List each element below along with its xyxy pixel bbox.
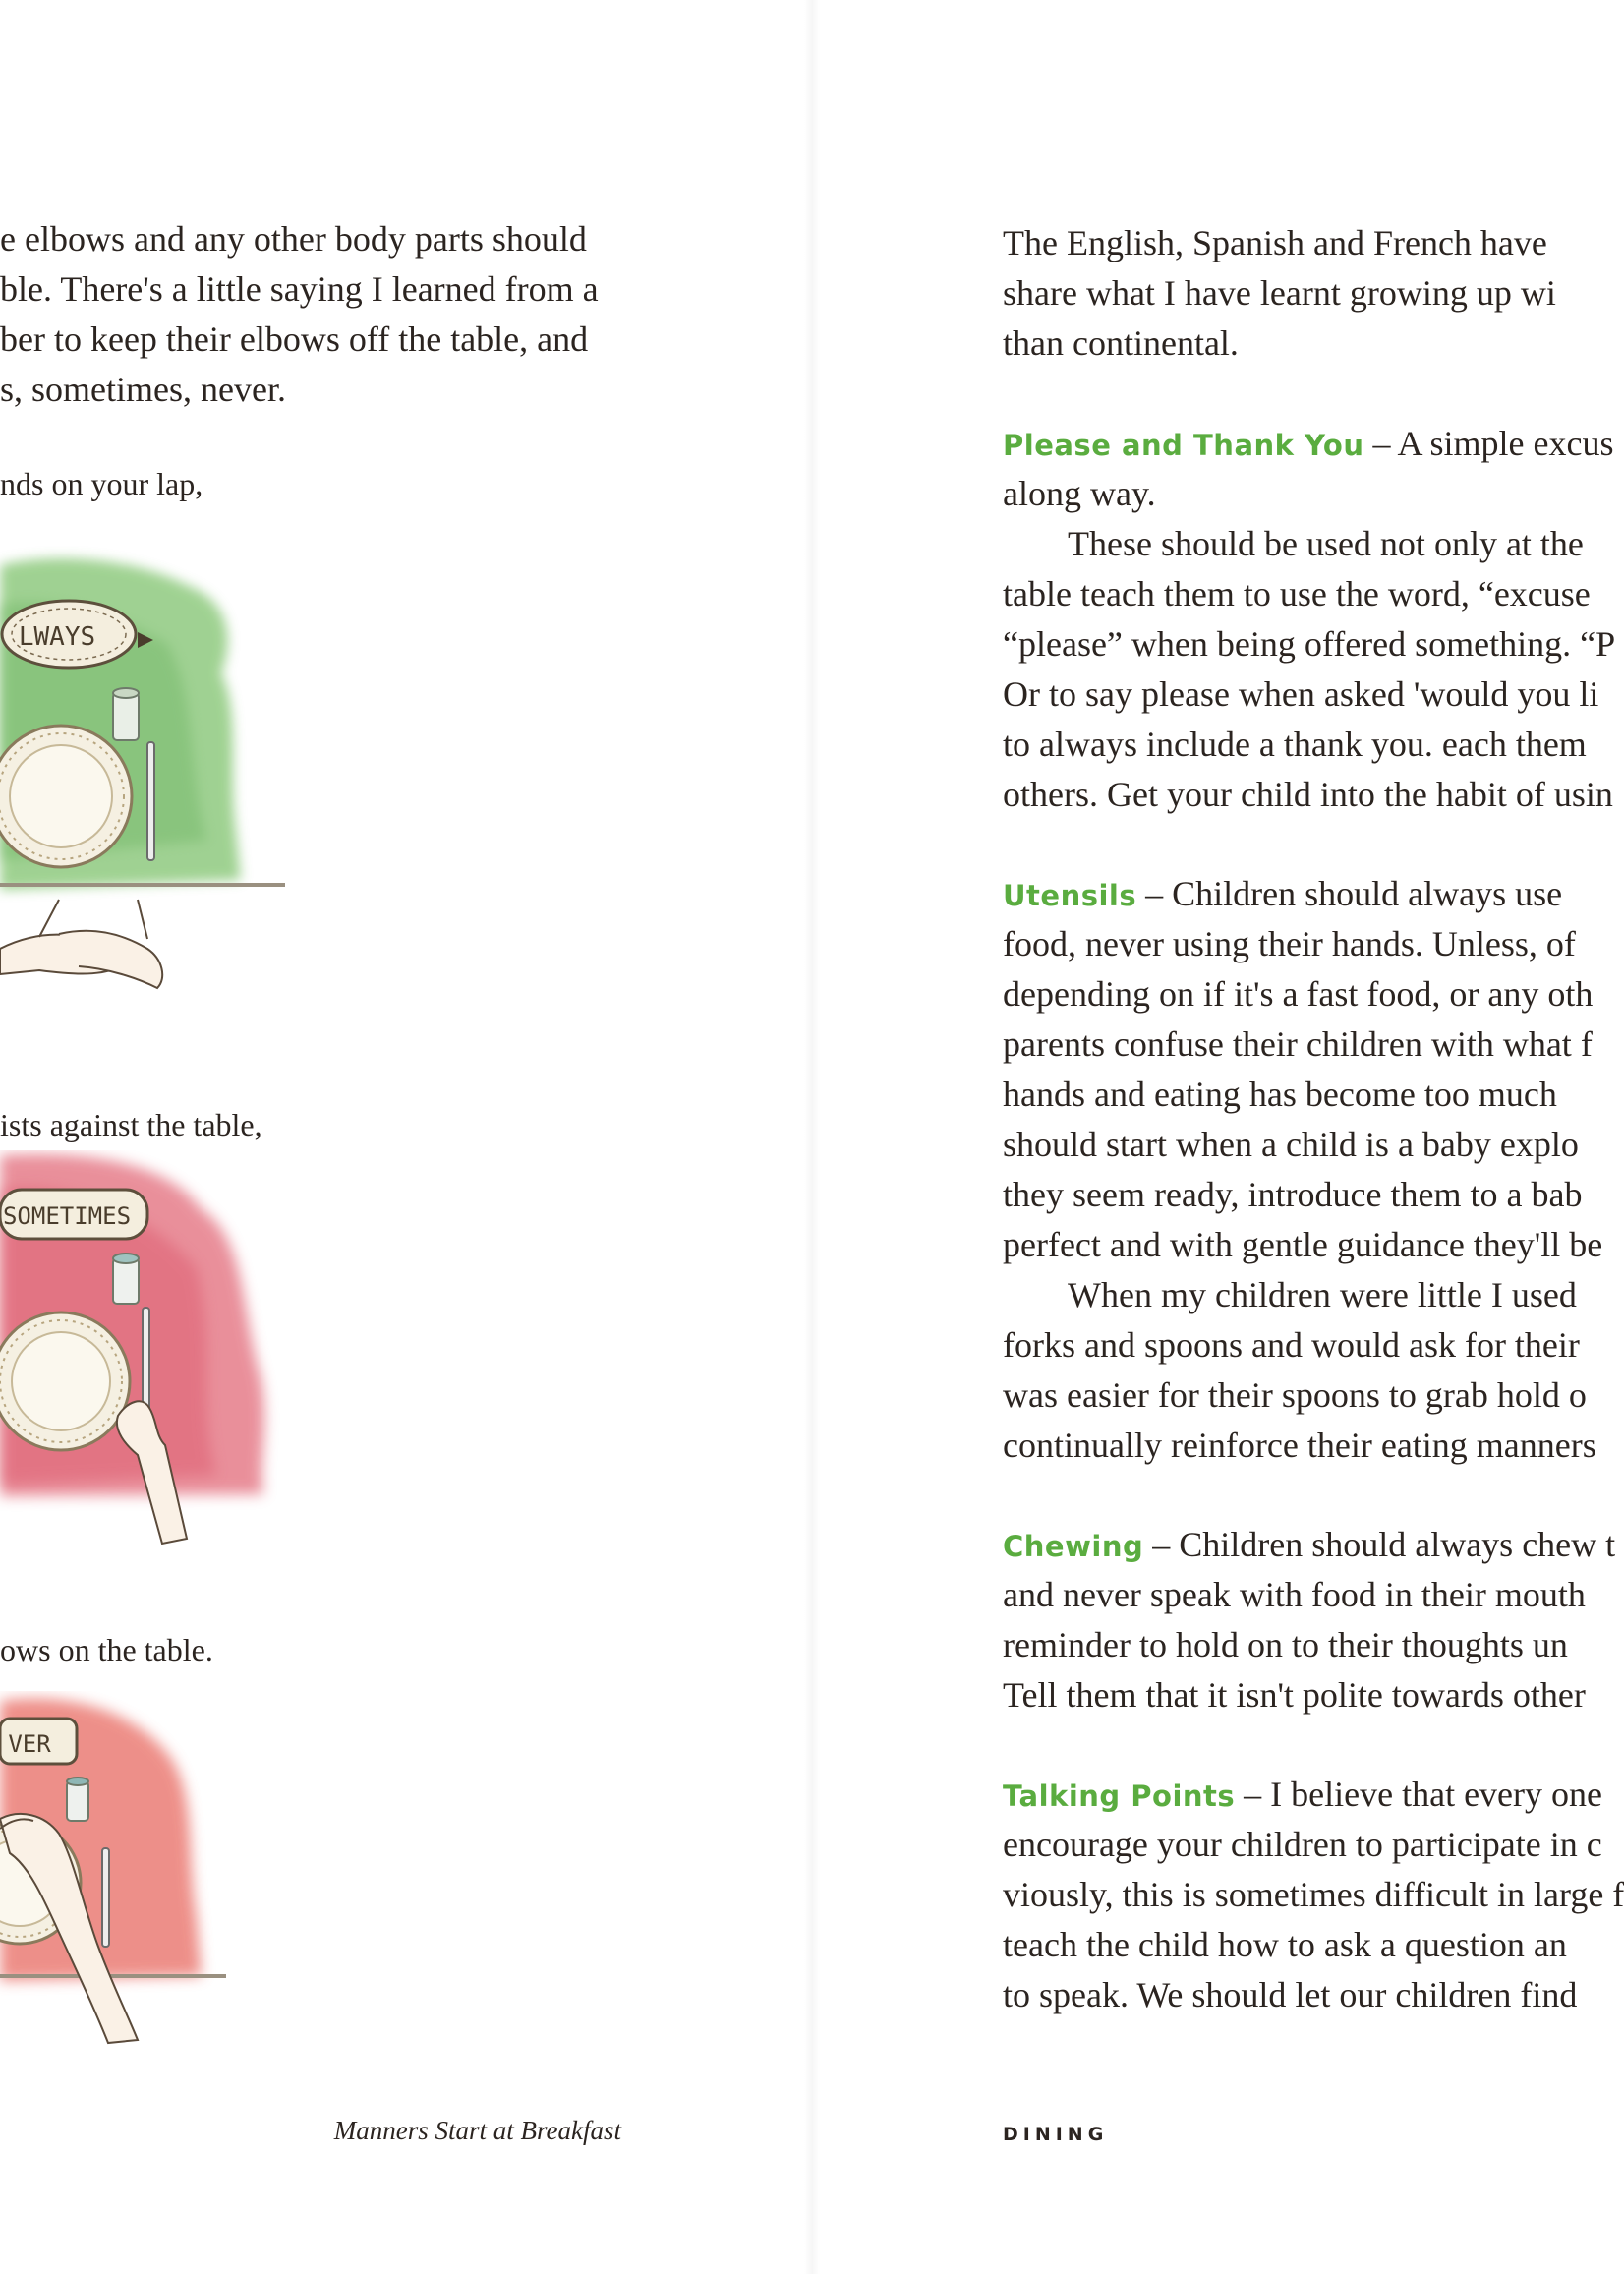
- section-chewing: [1003, 1520, 1624, 1720]
- caption-sometimes: ists against the table,: [0, 1107, 262, 1142]
- never-table-illustration: [0, 1691, 256, 2045]
- cup-icon: [113, 688, 139, 740]
- section-first-line: [1003, 419, 1624, 469]
- section-first-line: [1003, 1770, 1624, 1820]
- section-first-line: [1003, 1520, 1624, 1570]
- section-line: perfect and with gentle guidance they'll be: [1003, 1225, 1603, 1264]
- section-line: parents confuse their children with what f: [1003, 1024, 1593, 1064]
- section-line: reminder to hold on to their thoughts un: [1003, 1625, 1568, 1664]
- intro-paragraph: [1003, 218, 1624, 369]
- left-line: ble. There's a little saying I learned from a: [0, 269, 599, 309]
- section-heading: Talking Points: [1003, 1779, 1236, 1813]
- left-line: s, sometimes, never.: [0, 370, 286, 409]
- section-line: others. Get your child into the habit of usin: [1003, 775, 1613, 814]
- plate-icon: [0, 726, 132, 867]
- section-please-thank-you: [1003, 419, 1624, 820]
- section-line: Or to say please when asked 'would you li: [1003, 674, 1599, 714]
- section-line: and never speak with food in their mouth: [1003, 1575, 1586, 1614]
- section-line: These should be used not only at the: [1068, 524, 1584, 563]
- section-heading: Utensils: [1003, 879, 1137, 912]
- plate-icon: [0, 1312, 130, 1450]
- sometimes-table-illustration: [0, 1150, 295, 1573]
- section-line: along way.: [1003, 474, 1156, 513]
- always-table-illustration: [0, 546, 295, 1037]
- left-line: e elbows and any other body parts should: [0, 219, 587, 259]
- knife-icon: [102, 1848, 109, 1947]
- section-first-line: [1003, 869, 1624, 919]
- sometimes-sign: [0, 1190, 147, 1239]
- section-line: forks and spoons and would ask for their: [1003, 1325, 1580, 1365]
- section-lead-text: – A simple excus: [1363, 424, 1614, 463]
- section-line: was easier for their spoons to grab hold o: [1003, 1375, 1587, 1415]
- section-lead-text: – Children should always use: [1136, 874, 1563, 913]
- section-line: hands and eating has become too much: [1003, 1075, 1557, 1114]
- section-lead-text: – Children should always chew t: [1143, 1525, 1616, 1564]
- caption-never: ows on the table.: [0, 1632, 213, 1667]
- section-lead-text: – I believe that every one: [1235, 1775, 1603, 1814]
- right-footer: DINING: [1003, 2124, 1109, 2145]
- cup-icon: [113, 1254, 139, 1304]
- section-line: Tell them that it isn't polite towards other: [1003, 1675, 1586, 1715]
- section-line: viously, this is sometimes difficult in large f: [1003, 1875, 1624, 1914]
- section-line: to always include a thank you. each them: [1003, 725, 1587, 764]
- intro-line: share what I have learnt growing up wi: [1003, 273, 1556, 313]
- left-line: ber to keep their elbows off the table, and: [0, 320, 589, 359]
- never-sign: [0, 1719, 77, 1764]
- section-line: food, never using their hands. Unless, of: [1003, 924, 1576, 963]
- sometimes-sign-text: SOMETIMES: [2, 1202, 132, 1230]
- section-line: encourage your children to participate in c: [1003, 1825, 1602, 1864]
- section-line: they seem ready, introduce them to a bab: [1003, 1175, 1583, 1214]
- never-sign-text: VER: [8, 1730, 51, 1758]
- section-line: continually reinforce their eating manners: [1003, 1426, 1596, 1465]
- section-line: table teach them to use the word, “excuse: [1003, 574, 1591, 613]
- section-heading: Chewing: [1003, 1530, 1144, 1563]
- section-line: teach the child how to ask a question an: [1003, 1925, 1567, 1964]
- section-line: When my children were little I used: [1068, 1275, 1577, 1314]
- folded-hands-illustration: [0, 900, 162, 988]
- section-line: to speak. We should let our children find: [1003, 1975, 1578, 2014]
- intro-line: The English, Spanish and French have: [1003, 223, 1547, 262]
- section-line: depending on if it's a fast food, or any oth: [1003, 974, 1594, 1014]
- intro-line: than continental.: [1003, 323, 1239, 363]
- cup-icon: [67, 1778, 88, 1821]
- left-paragraph: [0, 214, 621, 415]
- caption-always: nds on your lap,: [0, 466, 203, 501]
- section-line: “please” when being offered something. “P: [1003, 624, 1616, 664]
- section-line: should start when a child is a baby explo: [1003, 1125, 1579, 1164]
- section-talking-points: [1003, 1770, 1624, 2020]
- knife-icon: [147, 742, 154, 860]
- always-sign-text: LWAYS: [18, 622, 96, 652]
- section-heading: Please and Thank You: [1003, 429, 1364, 462]
- left-footer: Manners Start at Breakfast: [333, 2116, 621, 2145]
- right-page: [812, 0, 1624, 2274]
- section-utensils: [1003, 869, 1624, 1471]
- knife-icon: [143, 1308, 149, 1416]
